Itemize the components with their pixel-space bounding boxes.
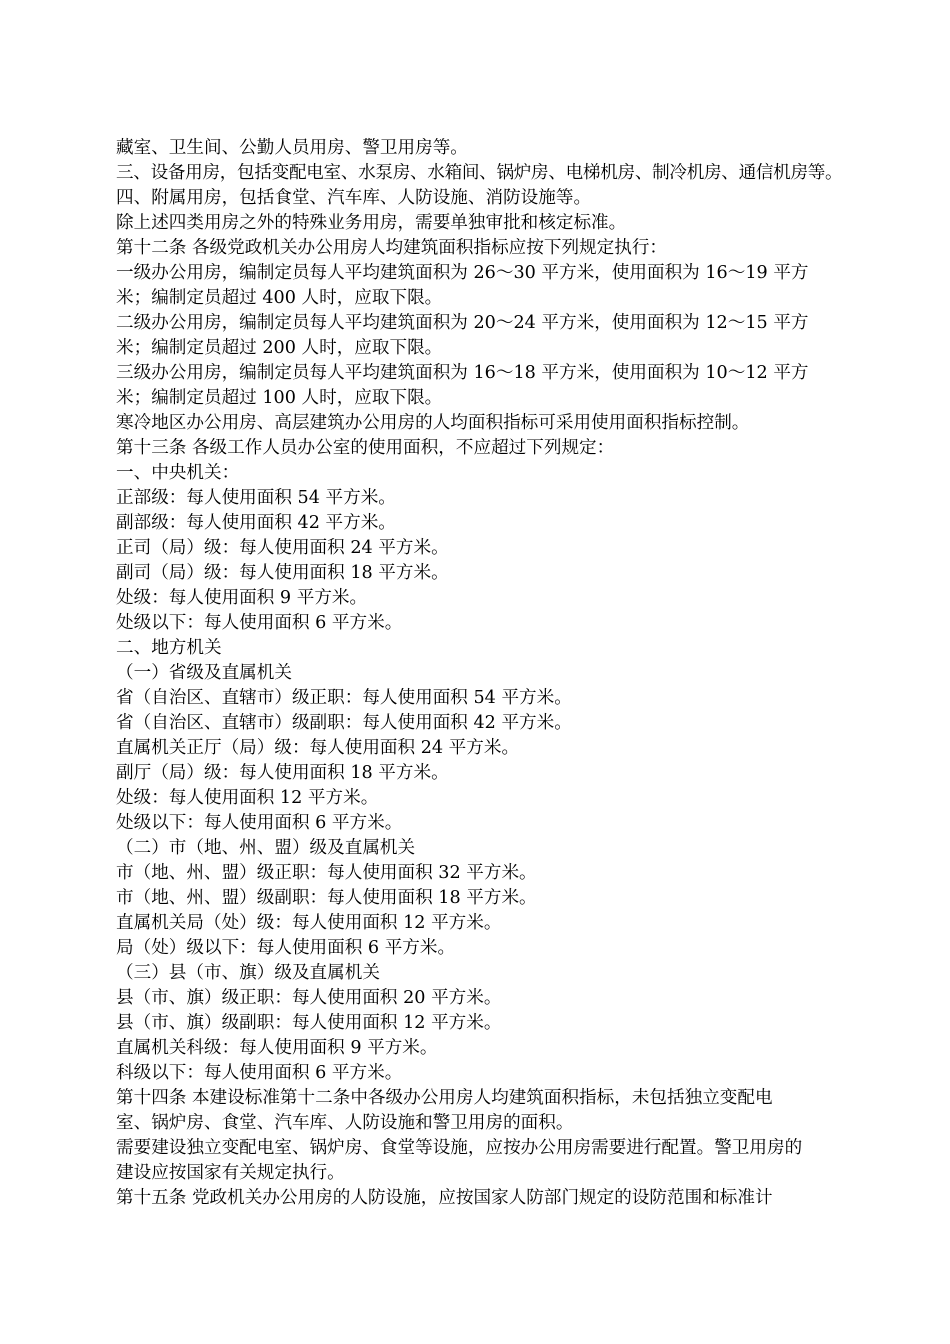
- section-heading-central: 一、中央机关：: [116, 463, 240, 483]
- text-line: 直属机关局（处）级：每人使用面积 12 平方米。: [116, 913, 502, 933]
- text-line: 三、设备用房，包括变配电室、水泵房、水箱间、锅炉房、电梯机房、制冷机房、通信机房等。: [116, 163, 843, 183]
- text-line: 处级以下：每人使用面积 6 平方米。: [116, 613, 403, 633]
- text-line: 副厅（局）级：每人使用面积 18 平方米。: [116, 763, 449, 783]
- subsection-heading-city: （二）市（地、州、盟）级及直属机关: [116, 838, 416, 858]
- text-line: 米；编制定员超过 400 人时，应取下限。: [116, 288, 443, 308]
- text-line: 县（市、旗）级副职：每人使用面积 12 平方米。: [116, 1013, 502, 1033]
- text-line: 三级办公用房，编制定员每人平均建筑面积为 16～18 平方米，使用面积为 10～12 平方: [116, 363, 809, 383]
- text-line: 寒冷地区办公用房、高层建筑办公用房的人均面积指标可采用使用面积指标控制。: [116, 413, 750, 433]
- text-line: 县（市、旗）级正职：每人使用面积 20 平方米。: [116, 988, 502, 1008]
- article-14-heading: 第十四条 本建设标准第十二条中各级办公用房人均建筑面积指标，未包括独立变配电: [116, 1088, 773, 1108]
- text-line: 处级：每人使用面积 9 平方米。: [116, 588, 368, 608]
- text-line: 除上述四类用房之外的特殊业务用房，需要单独审批和核定标准。: [116, 213, 627, 233]
- section-heading-local: 二、地方机关: [116, 638, 222, 658]
- document-body: [116, 136, 846, 1211]
- text-line: 科级以下：每人使用面积 6 平方米。: [116, 1063, 403, 1083]
- text-line: 局（处）级以下：每人使用面积 6 平方米。: [116, 938, 456, 958]
- text-line: 直属机关科级：每人使用面积 9 平方米。: [116, 1038, 438, 1058]
- text-line: 四、附属用房，包括食堂、汽车库、人防设施、消防设施等。: [116, 188, 592, 208]
- text-line: 一级办公用房，编制定员每人平均建筑面积为 26～30 平方米，使用面积为 16～19 平方: [116, 263, 809, 283]
- text-line: 省（自治区、直辖市）级副职：每人使用面积 42 平方米。: [116, 713, 572, 733]
- article-15-heading: 第十五条 党政机关办公用房的人防设施，应按国家人防部门规定的设防范围和标准计: [116, 1188, 773, 1208]
- text-line: 处级以下：每人使用面积 6 平方米。: [116, 813, 403, 833]
- text-line: 二级办公用房，编制定员每人平均建筑面积为 20～24 平方米，使用面积为 12～15 平方: [116, 313, 809, 333]
- text-line: 建设应按国家有关规定执行。: [116, 1163, 345, 1183]
- text-line: 正部级：每人使用面积 54 平方米。: [116, 488, 396, 508]
- text-line: 藏室、卫生间、公勤人员用房、警卫用房等。: [116, 138, 468, 158]
- text-line: 副司（局）级：每人使用面积 18 平方米。: [116, 563, 449, 583]
- text-line: 米；编制定员超过 200 人时，应取下限。: [116, 338, 443, 358]
- subsection-heading-county: （三）县（市、旗）级及直属机关: [116, 963, 380, 983]
- text-line: 室、锅炉房、食堂、汽车库、人防设施和警卫用房的面积。: [116, 1113, 574, 1133]
- article-12-heading: 第十二条 各级党政机关办公用房人均建筑面积指标应按下列规定执行：: [116, 238, 668, 258]
- text-line: 省（自治区、直辖市）级正职：每人使用面积 54 平方米。: [116, 688, 572, 708]
- article-13-heading: 第十三条 各级工作人员办公室的使用面积，不应超过下列规定：: [116, 438, 615, 458]
- text-line: 副部级：每人使用面积 42 平方米。: [116, 513, 396, 533]
- text-line: 市（地、州、盟）级副职：每人使用面积 18 平方米。: [116, 888, 537, 908]
- text-line: 米；编制定员超过 100 人时，应取下限。: [116, 388, 443, 408]
- text-line: 正司（局）级：每人使用面积 24 平方米。: [116, 538, 449, 558]
- subsection-heading-provincial: （一）省级及直属机关: [116, 663, 292, 683]
- text-line: 需要建设独立变配电室、锅炉房、食堂等设施，应按办公用房需要进行配置。警卫用房的: [116, 1138, 803, 1158]
- text-line: 市（地、州、盟）级正职：每人使用面积 32 平方米。: [116, 863, 537, 883]
- text-line: 处级：每人使用面积 12 平方米。: [116, 788, 379, 808]
- text-line: 直属机关正厅（局）级：每人使用面积 24 平方米。: [116, 738, 520, 758]
